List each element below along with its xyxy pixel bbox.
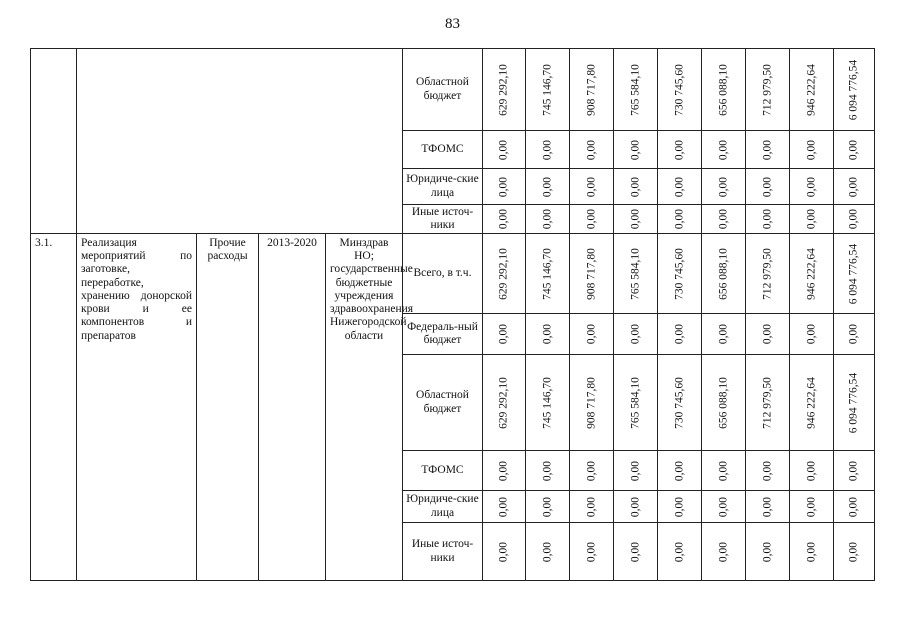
value-text: 629 292,10 — [497, 247, 510, 300]
value-cell — [658, 234, 702, 314]
value-text: 6 094 776,54 — [847, 372, 860, 433]
value-text: 712 979,50 — [760, 247, 773, 300]
value-cell — [702, 131, 746, 169]
value-cell — [658, 314, 702, 355]
value-text: 0,00 — [804, 460, 817, 481]
value-text: 0,00 — [628, 460, 641, 481]
value-text: 730 745,60 — [672, 376, 685, 429]
table-row — [31, 234, 875, 314]
value-text: 712 979,50 — [760, 63, 773, 116]
value-cell — [526, 131, 570, 169]
value-text: 0,00 — [497, 208, 510, 230]
item-name-cell: Реализация мероприятий по заготовке, переработке, хранению донорской крови и ее компонентов и препаратов — [77, 234, 197, 581]
value-cell — [658, 205, 702, 234]
value-text: 908 717,80 — [584, 247, 597, 300]
value-cell — [702, 169, 746, 205]
value-cell — [746, 491, 790, 523]
value-text: 712 979,50 — [760, 376, 773, 429]
value-text: 0,00 — [628, 541, 641, 562]
value-cell — [702, 523, 746, 581]
value-text: 0,00 — [847, 541, 860, 562]
value-cell — [746, 355, 790, 451]
value-text: 0,00 — [540, 176, 553, 197]
value-cell — [570, 131, 614, 169]
value-cell — [483, 49, 526, 131]
value-text: 656 088,10 — [716, 376, 729, 429]
value-cell — [570, 205, 614, 234]
value-cell — [614, 169, 658, 205]
value-cell — [702, 355, 746, 451]
value-text: 0,00 — [760, 541, 773, 562]
value-cell — [526, 451, 570, 491]
value-cell — [483, 234, 526, 314]
value-text: 0,00 — [628, 323, 641, 345]
value-text: 0,00 — [628, 176, 641, 197]
value-text: 0,00 — [760, 496, 773, 517]
value-text: 765 584,10 — [628, 376, 641, 429]
value-text: 0,00 — [497, 176, 510, 197]
value-text: 629 292,10 — [497, 376, 510, 429]
value-cell — [702, 491, 746, 523]
budget-table — [30, 48, 875, 581]
value-text: 0,00 — [716, 541, 729, 562]
value-cell — [658, 49, 702, 131]
item-number-cell: 3.1. — [31, 234, 77, 581]
value-text: 0,00 — [847, 139, 860, 160]
value-cell — [702, 234, 746, 314]
value-text: 0,00 — [716, 139, 729, 160]
value-cell — [702, 205, 746, 234]
value-cell — [746, 314, 790, 355]
value-text: 0,00 — [672, 139, 685, 160]
value-text: 0,00 — [804, 139, 817, 160]
value-text: 0,00 — [628, 208, 641, 230]
value-cell — [526, 169, 570, 205]
value-text: 0,00 — [804, 323, 817, 345]
value-cell — [526, 491, 570, 523]
value-cell — [570, 355, 614, 451]
value-cell — [834, 169, 875, 205]
empty-description-cell — [77, 49, 403, 234]
value-cell — [526, 234, 570, 314]
value-text: 0,00 — [716, 496, 729, 517]
value-text: 0,00 — [584, 323, 597, 345]
value-cell — [658, 491, 702, 523]
value-cell — [702, 451, 746, 491]
value-cell — [483, 169, 526, 205]
value-text: 0,00 — [716, 323, 729, 345]
value-cell — [658, 169, 702, 205]
value-text: 0,00 — [847, 460, 860, 481]
value-text: 0,00 — [672, 496, 685, 517]
value-text: 730 745,60 — [672, 63, 685, 116]
value-text: 0,00 — [847, 496, 860, 517]
value-text: 0,00 — [804, 541, 817, 562]
value-cell — [614, 355, 658, 451]
value-cell — [702, 49, 746, 131]
value-cell — [790, 131, 834, 169]
value-cell — [834, 355, 875, 451]
funding-source-cell: Областной бюджет — [403, 49, 483, 131]
value-cell — [746, 169, 790, 205]
value-cell — [790, 451, 834, 491]
value-text: 0,00 — [716, 208, 729, 230]
executor-cell: Минздрав НО; государственные бюджетные учреждения здравоохранения Нижегородской области — [326, 234, 403, 581]
value-cell — [790, 205, 834, 234]
value-text: 0,00 — [716, 460, 729, 481]
value-cell — [526, 49, 570, 131]
value-cell — [614, 131, 658, 169]
value-text: 0,00 — [672, 208, 685, 230]
value-cell — [570, 523, 614, 581]
value-cell — [834, 49, 875, 131]
value-text: 946 222,64 — [804, 376, 817, 429]
value-cell — [526, 205, 570, 234]
value-cell — [834, 523, 875, 581]
funding-source-cell: Федераль-ный бюджет — [403, 314, 483, 355]
value-cell — [614, 451, 658, 491]
value-cell — [526, 355, 570, 451]
value-cell — [834, 234, 875, 314]
value-cell — [658, 131, 702, 169]
value-text: 0,00 — [804, 496, 817, 517]
value-text: 765 584,10 — [628, 63, 641, 116]
value-cell — [658, 355, 702, 451]
value-cell — [746, 523, 790, 581]
years-cell: 2013-2020 — [259, 234, 326, 581]
value-text: 745 146,70 — [540, 247, 553, 300]
value-text: 629 292,10 — [497, 63, 510, 116]
value-cell — [570, 491, 614, 523]
funding-source-cell: Всего, в т.ч. — [403, 234, 483, 314]
value-text: 0,00 — [497, 139, 510, 160]
value-cell — [483, 131, 526, 169]
value-cell — [483, 314, 526, 355]
value-cell — [790, 169, 834, 205]
value-cell — [790, 234, 834, 314]
value-text: 0,00 — [584, 541, 597, 562]
empty-number-cell — [31, 49, 77, 234]
value-cell — [614, 49, 658, 131]
value-text: 0,00 — [672, 460, 685, 481]
value-cell — [834, 314, 875, 355]
value-cell — [790, 314, 834, 355]
funding-source-cell: Иные источ-ники — [403, 205, 483, 234]
value-cell — [790, 523, 834, 581]
value-text: 0,00 — [672, 176, 685, 197]
value-text: 656 088,10 — [716, 63, 729, 116]
value-cell — [702, 314, 746, 355]
value-cell — [614, 234, 658, 314]
value-text: 0,00 — [540, 541, 553, 562]
value-text: 0,00 — [760, 208, 773, 230]
value-cell — [746, 131, 790, 169]
value-cell — [746, 234, 790, 314]
value-text: 0,00 — [540, 460, 553, 481]
value-cell — [790, 355, 834, 451]
value-text: 0,00 — [497, 541, 510, 562]
value-text: 0,00 — [584, 208, 597, 230]
funding-source-cell: Юридиче-ские лица — [403, 491, 483, 523]
value-text: 0,00 — [497, 323, 510, 345]
funding-source-cell: Иные источ-ники — [403, 523, 483, 581]
value-text: 908 717,80 — [584, 63, 597, 116]
value-text: 765 584,10 — [628, 247, 641, 300]
value-cell — [483, 355, 526, 451]
value-cell — [570, 169, 614, 205]
value-text: 0,00 — [584, 176, 597, 197]
value-text: 6 094 776,54 — [847, 243, 860, 304]
value-text: 0,00 — [672, 323, 685, 345]
value-text: 0,00 — [804, 208, 817, 230]
funding-source-cell: ТФОМС — [403, 131, 483, 169]
value-text: 656 088,10 — [716, 247, 729, 300]
value-text: 0,00 — [760, 323, 773, 345]
funding-source-cell: Областной бюджет — [403, 355, 483, 451]
value-cell — [746, 451, 790, 491]
value-cell — [526, 523, 570, 581]
value-cell — [483, 523, 526, 581]
table-row — [31, 49, 875, 131]
value-text: 0,00 — [760, 139, 773, 160]
cost-type-cell: Прочие расходы — [197, 234, 259, 581]
value-text: 745 146,70 — [540, 376, 553, 429]
value-cell — [658, 523, 702, 581]
value-cell — [483, 451, 526, 491]
funding-source-cell: ТФОМС — [403, 451, 483, 491]
value-cell — [614, 491, 658, 523]
value-text: 0,00 — [497, 460, 510, 481]
value-text: 0,00 — [540, 139, 553, 160]
value-cell — [834, 451, 875, 491]
value-cell — [614, 523, 658, 581]
value-cell — [483, 491, 526, 523]
value-cell — [570, 314, 614, 355]
value-text: 0,00 — [584, 496, 597, 517]
value-cell — [526, 314, 570, 355]
value-text: 0,00 — [760, 460, 773, 481]
value-text: 0,00 — [540, 208, 553, 230]
value-text: 0,00 — [847, 208, 860, 230]
value-text: 0,00 — [584, 139, 597, 160]
value-cell — [746, 205, 790, 234]
value-text: 0,00 — [540, 496, 553, 517]
value-text: 0,00 — [847, 176, 860, 197]
value-text: 0,00 — [628, 139, 641, 160]
value-cell — [570, 234, 614, 314]
value-text: 0,00 — [540, 323, 553, 345]
value-text: 0,00 — [497, 496, 510, 517]
value-cell — [658, 451, 702, 491]
value-text: 6 094 776,54 — [847, 59, 860, 120]
page-number: 83 — [445, 16, 460, 32]
value-cell — [570, 451, 614, 491]
funding-source-cell: Юридиче-ские лица — [403, 169, 483, 205]
value-text: 0,00 — [804, 176, 817, 197]
value-cell — [834, 491, 875, 523]
value-cell — [790, 491, 834, 523]
value-text: 745 146,70 — [540, 63, 553, 116]
value-text: 0,00 — [716, 176, 729, 197]
value-text: 0,00 — [584, 460, 597, 481]
value-cell — [834, 131, 875, 169]
value-cell — [614, 314, 658, 355]
value-text: 0,00 — [628, 496, 641, 517]
value-text: 908 717,80 — [584, 376, 597, 429]
value-text: 0,00 — [760, 176, 773, 197]
value-text: 0,00 — [847, 323, 860, 345]
value-text: 946 222,64 — [804, 63, 817, 116]
value-cell — [746, 49, 790, 131]
value-cell — [614, 205, 658, 234]
value-cell — [834, 205, 875, 234]
value-text: 946 222,64 — [804, 247, 817, 300]
value-text: 730 745,60 — [672, 247, 685, 300]
value-cell — [790, 49, 834, 131]
value-text: 0,00 — [672, 541, 685, 562]
value-cell — [570, 49, 614, 131]
value-cell — [483, 205, 526, 234]
